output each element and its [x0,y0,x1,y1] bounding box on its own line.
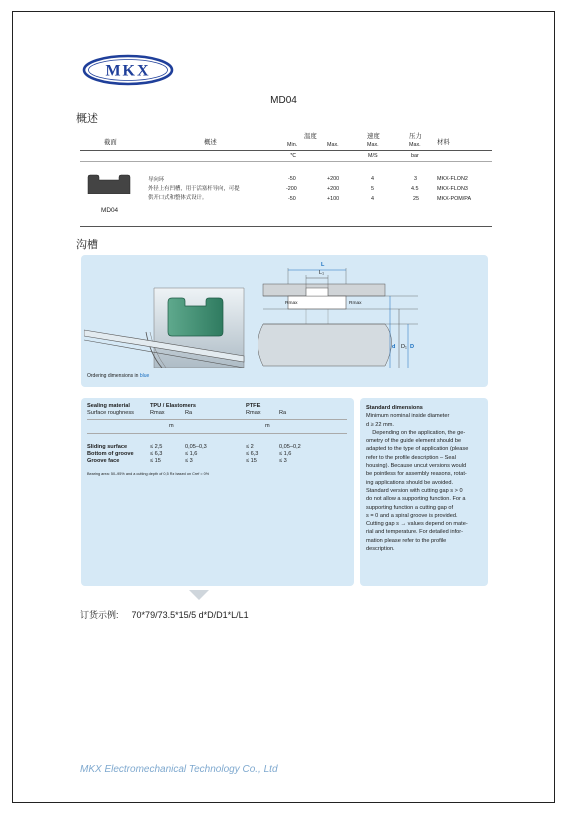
dim-d-label: d [392,344,396,350]
order-label: 订货示例: [80,610,119,620]
mkx-logo [82,54,174,86]
row-pressure: 3 [414,176,417,182]
roughness-unit-1: m [169,423,174,429]
dim-D-label: D [410,344,415,350]
row-speed: 4 [371,176,374,182]
desc-line-1: 导向环 [148,177,165,183]
desc-line-3: 供开口式和整体式设计。 [148,195,208,201]
row-pressure: 4.5 [411,186,419,192]
roughness-unit-2: m [265,423,270,429]
header-material: 材料 [437,139,450,146]
row-material: MKX-FLON2 [437,176,468,182]
row-ptfe-ra: ≤ 1,6 [279,451,292,457]
groove-dimension-drawing [258,258,418,368]
standard-line: supporting function a cutting gap of [366,504,454,511]
company-name: MKX Electromechanical Technology Co., Ltd [80,764,278,775]
dim-rmax-right: Rmax [349,301,362,306]
tpu-head: TPU / Elastomers [150,403,197,409]
guide-ring-3d-drawing [84,258,254,368]
ptfe-head: PTFE [246,403,261,409]
header-section: 截面 [104,139,117,146]
standard-line: Depending on the application, the ge- [366,429,466,436]
row-speed: 5 [371,186,374,192]
ordering-note-text: Ordering dimensions in [87,373,140,379]
ordering-note-blue: blue [139,373,150,379]
standard-line: housing). Because uncut versions would [366,463,467,470]
standard-dimensions-text [366,404,488,553]
dim-rmax-left: Rmax [285,301,298,306]
row-label: Bottom of groove [87,451,134,457]
standard-line: d ≥ 22 mm. [366,421,394,428]
row-min: -50 [288,176,296,182]
roughness-rule-2 [87,433,347,434]
row-ptfe-rmax: ≤ 6,3 [246,451,259,457]
roughness-h1: Sealing material [87,403,130,409]
standard-line: Cutting gap s → values depend on mate- [366,521,468,528]
standard-line: do not allow a supporting function. For a [366,496,466,503]
table-rule-top [80,150,492,151]
header-speed: 速度 [367,133,380,140]
header-pressure-max: Max. [409,142,421,148]
unit-pressure: bar [411,153,419,159]
logo-text: MKX [105,62,151,80]
standard-line: ometry of the guide element should be [366,438,462,445]
ptfe-rmax-head: Rmax [246,410,261,416]
standard-line: Minimum nominal inside diameter [366,413,450,420]
unit-speed: M/S [368,153,378,159]
standard-line: ing applications should be avoided. [366,479,454,486]
order-example [80,608,249,621]
header-temp: 温度 [304,133,317,140]
row-ptfe-rmax: ≤ 15 [246,458,257,464]
row-ptfe-ra: 0,05–0,2 [279,444,301,450]
standard-line: Standard version with cutting gap s > 0 [366,487,463,494]
standard-line: s = 0 and a spiral groove is provided. [366,512,458,519]
row-material: MKX-FLON3 [437,186,468,192]
row-tpu-ra: ≤ 1,6 [185,451,198,457]
standard-line: rial and temperature. For detailed infor- [366,529,464,536]
down-arrow-icon [189,590,209,600]
dim-l1-label: L₁ [319,270,324,276]
row-tpu-ra: 0,05–0,3 [185,444,207,450]
row-material: MKX-POM/PA [437,196,472,202]
row-tpu-rmax: ≤ 6,3 [150,451,163,457]
row-pressure: 25 [413,196,419,202]
row-max: +200 [327,186,340,192]
standard-line: description. [366,546,395,553]
header-speed-max: Max. [367,142,379,148]
model-title: MD04 [270,95,297,106]
standard-line: refer to the profile description – Seal [366,454,456,461]
standard-line: mation please refer to the profile [366,537,447,544]
desc-line-2: 外径上有凹槽，用于活塞杆导向，可提 [148,186,240,192]
standard-title: Standard dimensions [366,405,423,411]
guide-ring-profile-icon [86,174,132,194]
table-rule-bottom [80,226,492,227]
row-min: -200 [286,186,297,192]
roughness-panel [81,398,354,586]
header-temp-min: Min. [287,142,298,148]
standard-line: adapted to the type of application (please [366,446,469,453]
overview-title: 概述 [76,113,98,125]
tpu-ra-head: Ra [185,410,193,416]
row-tpu-rmax: ≤ 2,5 [150,444,163,450]
roughness-rule-1 [87,419,347,420]
order-value: 70*79/73.5*15/5 d*D/D1*L/L1 [131,610,249,620]
row-min: -50 [288,196,296,202]
row-label: Sliding surface [87,444,128,450]
row-tpu-ra: ≤ 3 [185,458,193,464]
roughness-h2: Surface roughness [87,410,134,416]
roughness-footnote: Bearing area: 50–95% and a cutting depth of 0,5 Rz based on Cref = 0% [87,472,210,476]
row-speed: 4 [371,196,374,202]
groove-title: 沟槽 [76,239,98,251]
header-pressure: 压力 [409,133,422,140]
row-max: +200 [327,176,340,182]
standard-line: be pointless for assembly reasons, rotat- [366,471,467,478]
dim-d1-label: D₁ [401,344,407,350]
header-temp-max: Max. [327,142,339,148]
table-rule-units [80,161,492,162]
dim-l-label: L [321,262,325,268]
header-desc: 概述 [204,139,217,146]
unit-temp: ℃ [290,153,297,159]
row-ptfe-ra: ≤ 3 [279,458,287,464]
ordering-note [87,373,149,379]
tpu-rmax-head: Rmax [150,410,165,416]
row-ptfe-rmax: ≤ 2 [246,444,254,450]
profile-label: MD04 [101,207,119,214]
row-tpu-rmax: ≤ 15 [150,458,161,464]
row-label: Groove face [87,458,120,464]
row-max: +100 [327,196,340,202]
ptfe-ra-head: Ra [279,410,287,416]
